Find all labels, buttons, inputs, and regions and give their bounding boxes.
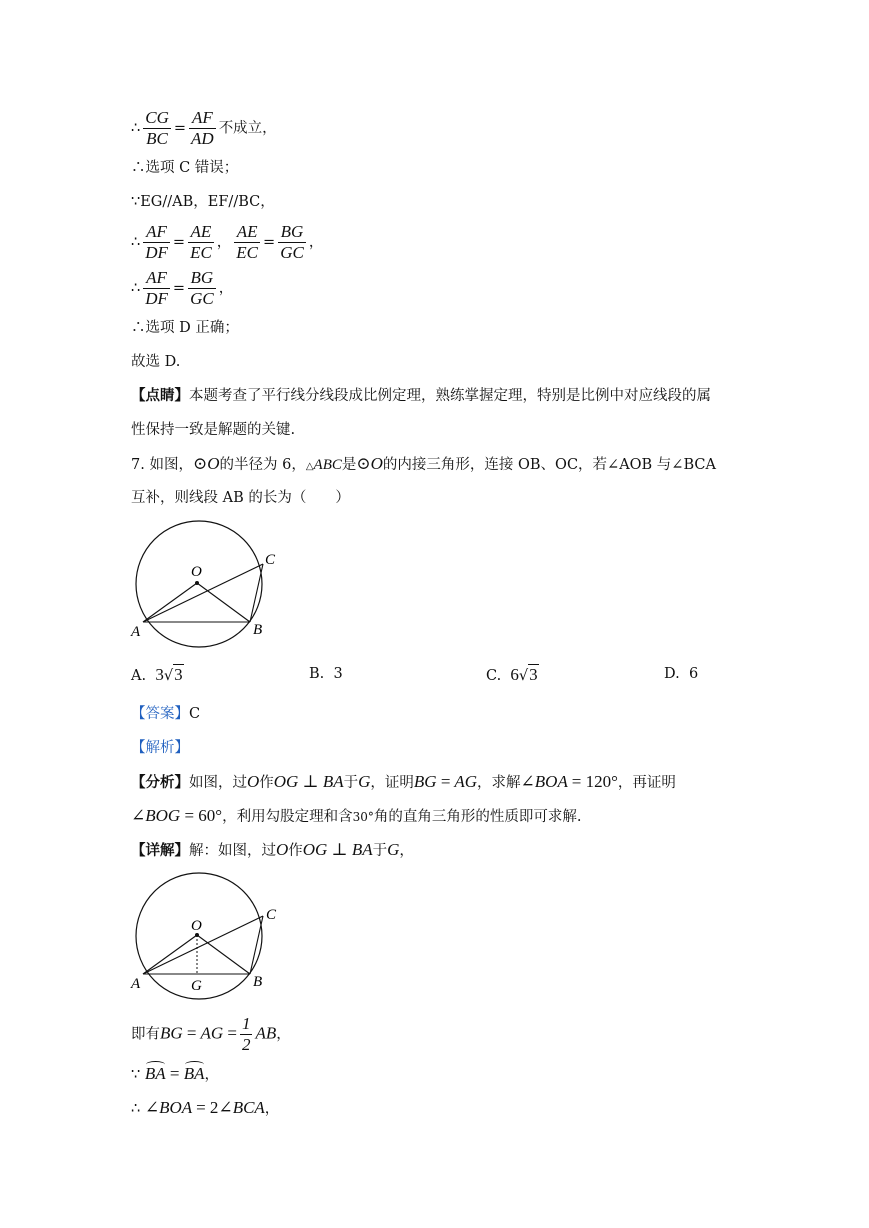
- dianjing-tag: 【点睛】: [131, 387, 189, 404]
- line-parallel: ∵EG//AB，EF//BC，: [131, 194, 275, 210]
- line-dianjing-2: 性保持一致是解题的关键.: [131, 422, 296, 438]
- line-arc-equal: ∵ BA = BA，: [131, 1064, 219, 1083]
- label-a: A: [131, 624, 141, 640]
- label-o: O: [191, 564, 202, 580]
- answer-value: C: [189, 706, 201, 722]
- line-ratio-1: ∴ $\frac{AF}{DF}$ = $\frac{AE}{EC}$ ， $\frac{AE}{EC}$ = $\frac{BG}{GC}$ ，: [131, 222, 324, 262]
- line-dianjing-1: 【点睛】本题考查了平行线分线段成比例定理，熟练掌握定理，特别是比例中对应线段的属: [131, 387, 711, 404]
- circle-figure-2: [129, 872, 279, 1002]
- line-option-c-wrong: ∴选项 C 错误；: [131, 160, 239, 176]
- jiexi-line: [131, 738, 189, 758]
- line-option-d-right: ∴选项 D 正确；: [131, 320, 239, 336]
- line-cg-bc: ∴ $\frac{CG}{BC}$ = $\frac{AF}{AD}$ 不成立，: [131, 108, 277, 148]
- option-d: D. 6: [664, 666, 699, 682]
- option-c: C. 6√3: [486, 665, 538, 684]
- option-b: B. 3: [309, 666, 343, 682]
- line-ratio-2: ∴ $\frac{AF}{DF}$ = $\frac{BG}{GC}$ ，: [131, 268, 234, 308]
- label-c: C: [265, 552, 276, 568]
- line-choose-d: 故选 D.: [131, 354, 181, 370]
- answer-tag: 【答案】: [131, 706, 189, 722]
- label-c: C: [266, 907, 277, 923]
- label-a: A: [131, 976, 141, 992]
- question-7-line-1: 7. 如图，⊙O的半径为 6，△ABC是⊙O的内接三角形，连接 OB、OC，若∠AOB 与∠BCA: [131, 454, 716, 473]
- label-b: B: [253, 622, 263, 638]
- label-g: G: [191, 978, 202, 994]
- xiangjie-line: 【详解】解：如图，过O作OG ⊥ BA于G，: [131, 840, 414, 859]
- jiexi-tag: 【解析】: [131, 740, 189, 756]
- label-o: O: [191, 918, 202, 934]
- label-b: B: [253, 974, 263, 990]
- line-bg-ag: 即有BG = AG = $\frac{1}{2}$ AB，: [131, 1014, 291, 1054]
- circle-figure-1: [129, 520, 279, 650]
- fenxi-line-2: ∠BOG = 60°，利用勾股定理和含30°角的直角三角形的性质即可求解.: [131, 806, 582, 825]
- option-a: A. 3√3: [131, 665, 183, 684]
- question-7-line-2: 互补，则线段 AB 的长为（ ）: [131, 490, 350, 506]
- fenxi-line-1: 【分析】如图，过O作OG ⊥ BA于G，证明BG = AG，求解∠BOA = 120°，再证明: [131, 772, 676, 791]
- line-angle-relation: ∴ ∠BOA = 2∠BCA，: [131, 1098, 280, 1117]
- answer-line: [131, 704, 200, 724]
